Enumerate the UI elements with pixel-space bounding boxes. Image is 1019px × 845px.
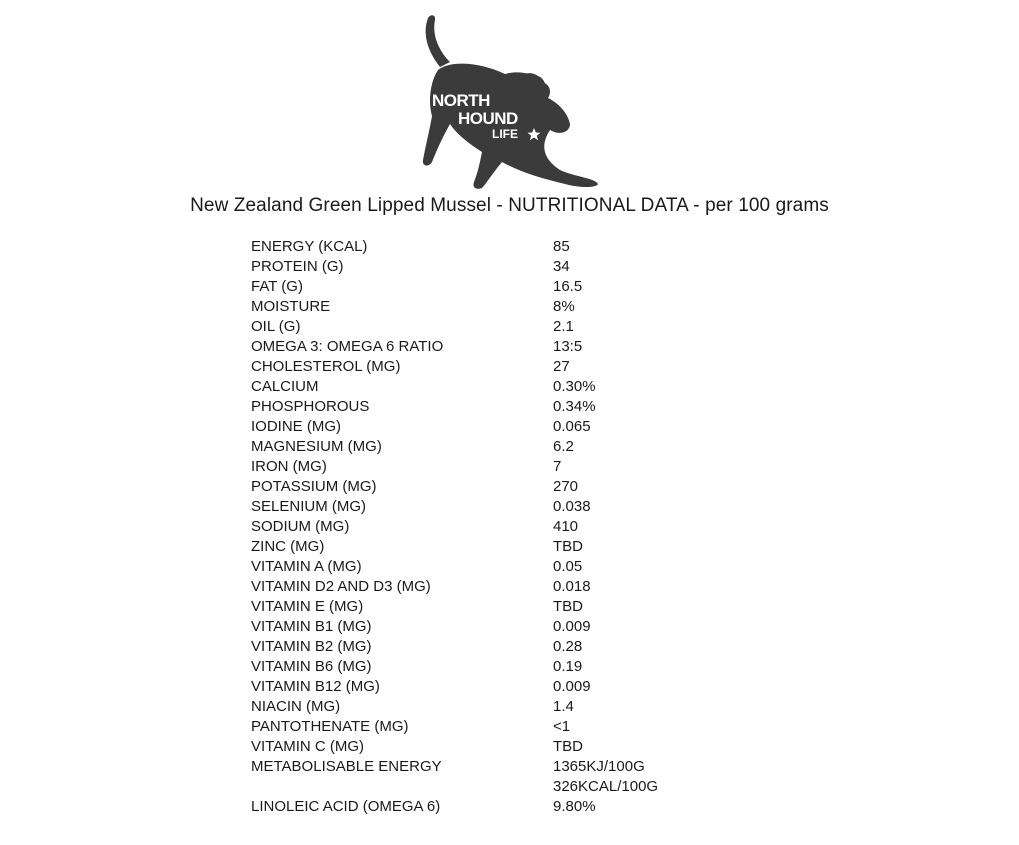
nutrient-label: VITAMIN C (MG) [251, 738, 365, 755]
table-row [251, 437, 731, 457]
nutrient-label: LINOLEIC ACID (OMEGA 6) [251, 798, 441, 815]
nutrient-label: PROTEIN (G) [251, 258, 344, 275]
nutrient-value [553, 677, 731, 697]
nutrient-value-line: 0.038 [553, 498, 591, 515]
table-row [251, 677, 731, 697]
north-hound-life-logo [410, 12, 610, 192]
logo-word-life: LIFE [492, 127, 518, 141]
section-title: NUTRITIONAL DATA - per 100 grams [508, 195, 829, 216]
nutrient-value-line: 85 [553, 238, 570, 255]
nutrient-value-line: 0.30% [553, 378, 596, 395]
nutrient-value-line: 0.19 [553, 658, 583, 675]
nutrient-value [553, 597, 731, 617]
nutrient-label: IRON (MG) [251, 458, 327, 475]
nutrient-value [553, 557, 731, 577]
nutrient-label: OIL (G) [251, 318, 301, 335]
table-row [251, 317, 731, 337]
nutrient-value [553, 657, 731, 677]
nutrient-label: FAT (G) [251, 278, 303, 295]
nutrient-value-line: 2.1 [553, 318, 574, 335]
nutrient-value-line: 27 [553, 358, 570, 375]
table-row [251, 797, 731, 817]
nutrient-label: VITAMIN A (MG) [251, 558, 362, 575]
table-row [251, 737, 731, 757]
nutrient-label: VITAMIN B6 (MG) [251, 658, 372, 675]
nutrient-value [553, 577, 731, 597]
nutrient-value [553, 517, 731, 537]
nutrient-label: MAGNESIUM (MG) [251, 438, 382, 455]
table-row [251, 517, 731, 537]
nutrient-value [553, 477, 731, 497]
nutrient-label: ENERGY (KCAL) [251, 238, 368, 255]
table-row [251, 397, 731, 417]
nutrient-value [553, 797, 731, 817]
table-row [251, 417, 731, 437]
nutrient-label: IODINE (MG) [251, 418, 341, 435]
nutrient-label: POTASSIUM (MG) [251, 478, 377, 495]
nutrient-label: VITAMIN B1 (MG) [251, 618, 372, 635]
nutrient-value-line: 0.009 [553, 618, 591, 635]
nutrient-value [553, 437, 731, 457]
nutrient-value [553, 737, 731, 757]
table-row [251, 597, 731, 617]
nutrient-value [553, 337, 731, 357]
nutrient-value [553, 537, 731, 557]
nutrient-label: METABOLISABLE ENERGY [251, 758, 442, 775]
nutrient-label: OMEGA 3: OMEGA 6 RATIO [251, 338, 444, 355]
nutrient-label: CHOLESTEROL (MG) [251, 358, 401, 375]
nutrient-value [553, 457, 731, 477]
nutrient-label: NIACIN (MG) [251, 698, 341, 715]
nutrient-value-line: 0.05 [553, 558, 583, 575]
table-row [251, 257, 731, 277]
table-row [251, 377, 731, 397]
nutrient-label: VITAMIN E (MG) [251, 598, 364, 615]
nutrient-label: VITAMIN D2 AND D3 (MG) [251, 578, 431, 595]
nutrient-value-line: 0.065 [553, 418, 591, 435]
nutrient-value-line: 326KCAL/100G [553, 778, 659, 795]
nutrient-value-line: 16.5 [553, 278, 583, 295]
page-title [0, 195, 1019, 217]
nutrient-value [553, 697, 731, 717]
logo-word-north: NORTH [432, 91, 490, 110]
nutrient-value-line: 8% [553, 298, 575, 315]
nutrient-value-line: 1365KJ/100G [553, 758, 645, 775]
nutrient-value [553, 397, 731, 417]
nutrient-value [553, 357, 731, 377]
table-row [251, 697, 731, 717]
nutrient-value-line: TBD [553, 738, 583, 755]
table-row [251, 577, 731, 597]
table-row [251, 497, 731, 517]
nutrient-value-line: TBD [553, 598, 583, 615]
nutrient-value-line: 410 [553, 518, 579, 535]
nutrient-value [553, 757, 731, 797]
nutrient-value [553, 617, 731, 637]
nutrient-value [553, 497, 731, 517]
table-row [251, 457, 731, 477]
nutrient-label: PHOSPHOROUS [251, 398, 370, 415]
nutrient-value-line: 0.34% [553, 398, 596, 415]
table-row [251, 537, 731, 557]
nutrient-value [553, 297, 731, 317]
logo-word-hound: HOUND [458, 109, 518, 128]
nutrient-label: VITAMIN B12 (MG) [251, 678, 380, 695]
dog-silhouette-icon [410, 12, 610, 192]
nutrient-value-line: 1.4 [553, 698, 574, 715]
nutrient-value [553, 717, 731, 737]
nutrient-value [553, 237, 731, 257]
nutrient-value [553, 317, 731, 337]
nutrient-label: MOISTURE [251, 298, 331, 315]
nutrient-value-line: 13:5 [553, 338, 583, 355]
table-row [251, 617, 731, 637]
nutrient-label: CALCIUM [251, 378, 319, 395]
nutrient-label: VITAMIN B2 (MG) [251, 638, 372, 655]
nutrient-label: SODIUM (MG) [251, 518, 350, 535]
nutrient-value-line: 9.80% [553, 798, 596, 815]
table-row [251, 277, 731, 297]
nutrient-label: SELENIUM (MG) [251, 498, 367, 515]
nutrient-value-line: 34 [553, 258, 570, 275]
nutrient-value [553, 277, 731, 297]
nutrient-value-line: 0.28 [553, 638, 583, 655]
table-row [251, 657, 731, 677]
nutrient-value-line: <1 [553, 718, 571, 735]
nutrition-table [251, 237, 731, 817]
nutrient-value-line: 0.009 [553, 678, 591, 695]
nutrient-value [553, 417, 731, 437]
nutrient-value-line: 270 [553, 478, 579, 495]
table-row [251, 237, 731, 257]
table-row [251, 297, 731, 317]
nutrient-value-line: 0.018 [553, 578, 591, 595]
table-row [251, 757, 731, 797]
nutrient-value-line: TBD [553, 538, 583, 555]
product-name: New Zealand Green Lipped Mussel - [190, 195, 509, 216]
table-row [251, 337, 731, 357]
nutrient-value-line: 6.2 [553, 438, 574, 455]
table-row [251, 637, 731, 657]
nutrient-label: ZINC (MG) [251, 538, 325, 555]
table-row [251, 557, 731, 577]
nutrient-label: PANTOTHENATE (MG) [251, 718, 409, 735]
nutrient-value [553, 377, 731, 397]
nutrient-value [553, 637, 731, 657]
nutrient-value-line: 7 [553, 458, 562, 475]
table-row [251, 357, 731, 377]
table-row [251, 477, 731, 497]
table-row [251, 717, 731, 737]
nutrient-value [553, 257, 731, 277]
